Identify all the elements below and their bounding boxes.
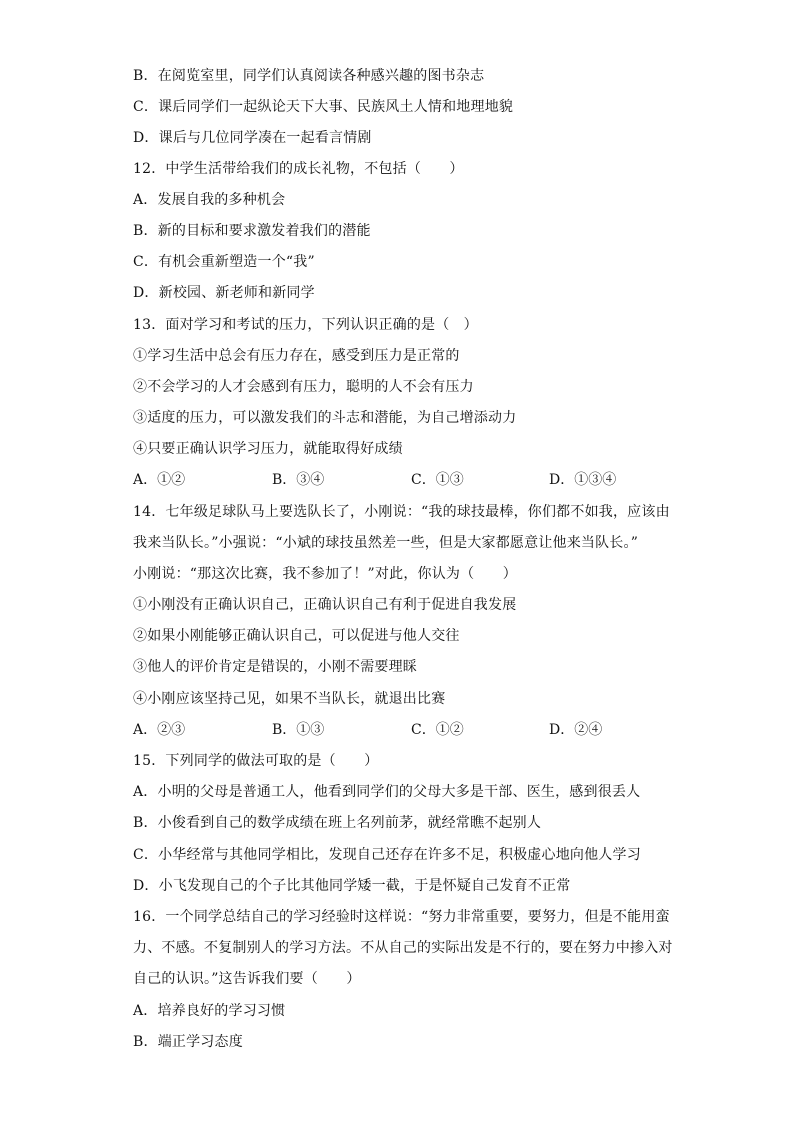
q13-option-a: A．①② (133, 472, 186, 488)
q13-option-c: C．①③ (411, 472, 464, 488)
q13-statement-4: ④只要正确认识学习压力，就能取得好成绩 (133, 441, 403, 457)
q12-option-a: A．发展自我的多种机会 (133, 192, 286, 208)
q16-stem-line3: 自己的认识。”这告诉我们要（ ） (133, 971, 361, 987)
q13-statement-3: ③适度的压力，可以激发我们的斗志和潜能，为自己增添动力 (133, 410, 517, 426)
q11-option-b: B．在阅览室里，同学们认真阅读各种感兴趣的图书杂志 (133, 68, 485, 84)
q14-option-d: D．②④ (549, 722, 603, 738)
q14-stem-line1: 14．七年级足球队马上要选队长了，小刚说：“我的球技最棒，你们都不如我，应该由 (133, 504, 670, 520)
q15-option-b: B．小俊看到自己的数学成绩在班上名列前茅，就经常瞧不起别人 (133, 815, 542, 831)
q13-option-b: B．③④ (272, 472, 325, 488)
q16-option-b: B．端正学习态度 (133, 1034, 243, 1050)
q12-stem: 12．中学生活带给我们的成长礼物，不包括（ ） (133, 161, 464, 177)
q14-option-a: A．②③ (133, 722, 186, 738)
q15-option-a: A．小明的父母是普通工人，他看到同学们的父母大多是干部、医生，感到很丢人 (133, 784, 641, 800)
q15-stem: 15．下列同学的做法可取的是（ ） (133, 753, 379, 769)
q12-option-d: D．新校园、新老师和新同学 (133, 285, 315, 301)
q16-stem-line1: 16．一个同学总结自己的学习经验时这样说：“努力非常重要，要努力，但是不能用蛮 (133, 909, 670, 925)
q11-option-d: D．课后与几位同学凑在一起看言情剧 (133, 130, 372, 146)
q14-stem-line3: 小刚说：“那这次比赛，我不参加了！”对此，你认为（ ） (133, 566, 517, 582)
q13-statement-2: ②不会学习的人才会感到有压力，聪明的人不会有压力 (133, 379, 474, 395)
q14-option-c: C．①② (411, 722, 464, 738)
q14-stem-line2: 我来当队长。”小强说：“小斌的球技虽然差一些，但是大家都愿意让他来当队长。” (133, 535, 639, 551)
q15-option-c: C．小华经常与其他同学相比，发现自己还存在许多不足，积极虚心地向他人学习 (133, 847, 641, 863)
q16-option-a: A．培养良好的学习习惯 (133, 1003, 286, 1019)
q13-stem: 13．面对学习和考试的压力，下列认识正确的是（ ） (133, 317, 478, 333)
q13-statement-1: ①学习生活中总会有压力存在，感受到压力是正常的 (133, 348, 460, 364)
q14-statement-3: ③他人的评价肯定是错误的，小刚不需要理睬 (133, 659, 417, 675)
q14-statement-4: ④小刚应该坚持己见，如果不当队长，就退出比赛 (133, 691, 446, 707)
q14-statement-2: ②如果小刚能够正确认识自己，可以促进与他人交往 (133, 628, 460, 644)
q15-option-d: D．小飞发现自己的个子比其他同学矮一截，于是怀疑自己发育不正常 (133, 878, 571, 894)
q11-option-c: C．课后同学们一起纵论天下大事、民族风土人情和地理地貌 (133, 99, 514, 115)
q14-option-b: B．①③ (272, 722, 325, 738)
q12-option-c: C．有机会重新塑造一个“我” (133, 254, 315, 270)
q13-option-d: D．①③④ (549, 472, 617, 488)
q16-stem-line2: 力、不感。不复制别人的学习方法。不从自己的实际出发是不行的，要在努力中掺入对 (133, 940, 673, 956)
q12-option-b: B．新的目标和要求激发着我们的潜能 (133, 223, 371, 239)
q14-statement-1: ①小刚没有正确认识自己，正确认识自己有利于促进自我发展 (133, 597, 517, 613)
